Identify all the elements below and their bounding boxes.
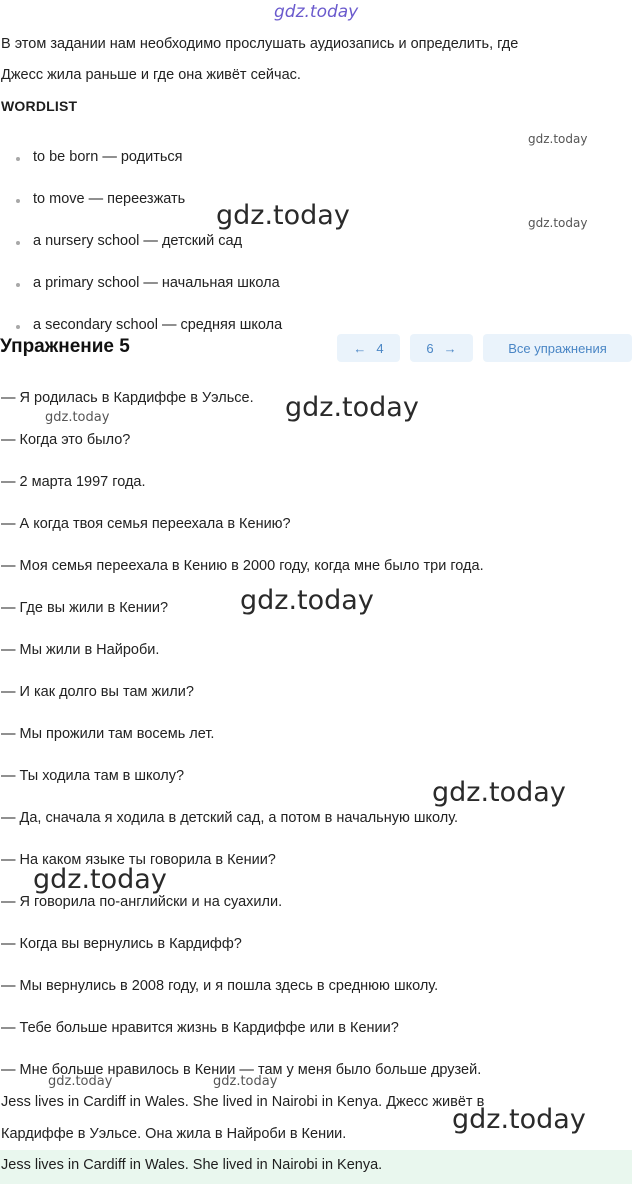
exercise-title: Упражнение 5	[0, 336, 130, 357]
wordlist-title: WORDLIST	[1, 98, 78, 114]
all-exercises-label: Все упражнения	[508, 340, 607, 356]
all-exercises-button[interactable]	[483, 334, 632, 362]
watermark: gdz.today	[48, 1074, 113, 1089]
next-exercise-label: 6	[426, 340, 434, 356]
dialogue-line: — Мы жили в Найроби.	[1, 642, 160, 658]
wordlist-item-text: a primary school — начальная школа	[33, 275, 280, 291]
dialogue-line: — Да, сначала я ходила в детский сад, а потом в начальную школу.	[1, 810, 459, 826]
wordlist-item-text: to move — переезжать	[33, 191, 186, 207]
dialogue-line: — Тебе больше нравится жизнь в Кардиффе или в Кении?	[1, 1020, 399, 1036]
bullet-icon	[16, 157, 20, 161]
watermark: gdz.today	[452, 1104, 586, 1135]
dialogue-line: — Мы вернулись в 2008 году, и я пошла здесь в среднюю школу.	[1, 978, 439, 994]
bullet-icon	[16, 199, 20, 203]
intro-text-line-1: В этом задании нам необходимо прослушать аудиозапись и определить, где	[1, 36, 519, 52]
next-exercise-button[interactable]	[410, 334, 473, 362]
answer-text: Jess lives in Cardiff in Wales. She lived in Nairobi in Kenya.	[1, 1157, 383, 1173]
wordlist-item-text: to be born — родиться	[33, 149, 183, 165]
prev-exercise-label: 4	[376, 340, 384, 356]
watermark: gdz.today	[432, 777, 566, 808]
prev-exercise-button[interactable]	[337, 334, 400, 362]
dialogue-line: — Ты ходила там в школу?	[1, 768, 185, 784]
watermark: gdz.today	[240, 585, 374, 616]
dialogue-line: — Я родилась в Кардиффе в Уэльсе.	[1, 390, 254, 406]
arrow-left-icon: ←	[353, 340, 367, 356]
dialogue-line: — Когда вы вернулись в Кардифф?	[1, 936, 242, 952]
site-logo[interactable]: gdz.today	[274, 2, 359, 22]
bullet-icon	[16, 283, 20, 287]
wordlist-item-text: a nursery school — детский сад	[33, 233, 243, 249]
watermark: gdz.today	[528, 132, 588, 146]
watermark: gdz.today	[528, 216, 588, 230]
bullet-icon	[16, 241, 20, 245]
dialogue-line: — На каком языке ты говорила в Кении?	[1, 852, 276, 868]
dialogue-line: — Где вы жили в Кении?	[1, 600, 169, 616]
dialogue-line: — Я говорила по-английски и на суахили.	[1, 894, 283, 910]
dialogue-line: — Мы прожили там восемь лет.	[1, 726, 215, 742]
dialogue-line: — И как долго вы там жили?	[1, 684, 194, 700]
summary-line-1: Jess lives in Cardiff in Wales. She lived in Nairobi in Kenya. Джесс живёт в	[1, 1094, 485, 1110]
wordlist-item-text: a secondary school — средняя школа	[33, 317, 283, 333]
dialogue-line: — Мне больше нравилось в Кении — там у меня было больше друзей.	[1, 1062, 482, 1078]
intro-text-line-2: Джесс жила раньше и где она живёт сейчас.	[1, 67, 301, 83]
dialogue-line: — А когда твоя семья переехала в Кению?	[1, 516, 291, 532]
watermark: gdz.today	[33, 864, 167, 895]
dialogue-line: — Когда это было?	[1, 432, 131, 448]
watermark: gdz.today	[216, 200, 350, 231]
bullet-icon	[16, 325, 20, 329]
watermark: gdz.today	[213, 1074, 278, 1089]
dialogue-line: — Моя семья переехала в Кению в 2000 году, когда мне было три года.	[1, 558, 484, 574]
dialogue-line: — 2 марта 1997 года.	[1, 474, 146, 490]
watermark: gdz.today	[285, 392, 419, 423]
watermark: gdz.today	[45, 410, 110, 425]
arrow-right-icon: →	[443, 340, 457, 356]
summary-line-2: Кардиффе в Уэльсе. Она жила в Найроби в Кении.	[1, 1126, 347, 1142]
